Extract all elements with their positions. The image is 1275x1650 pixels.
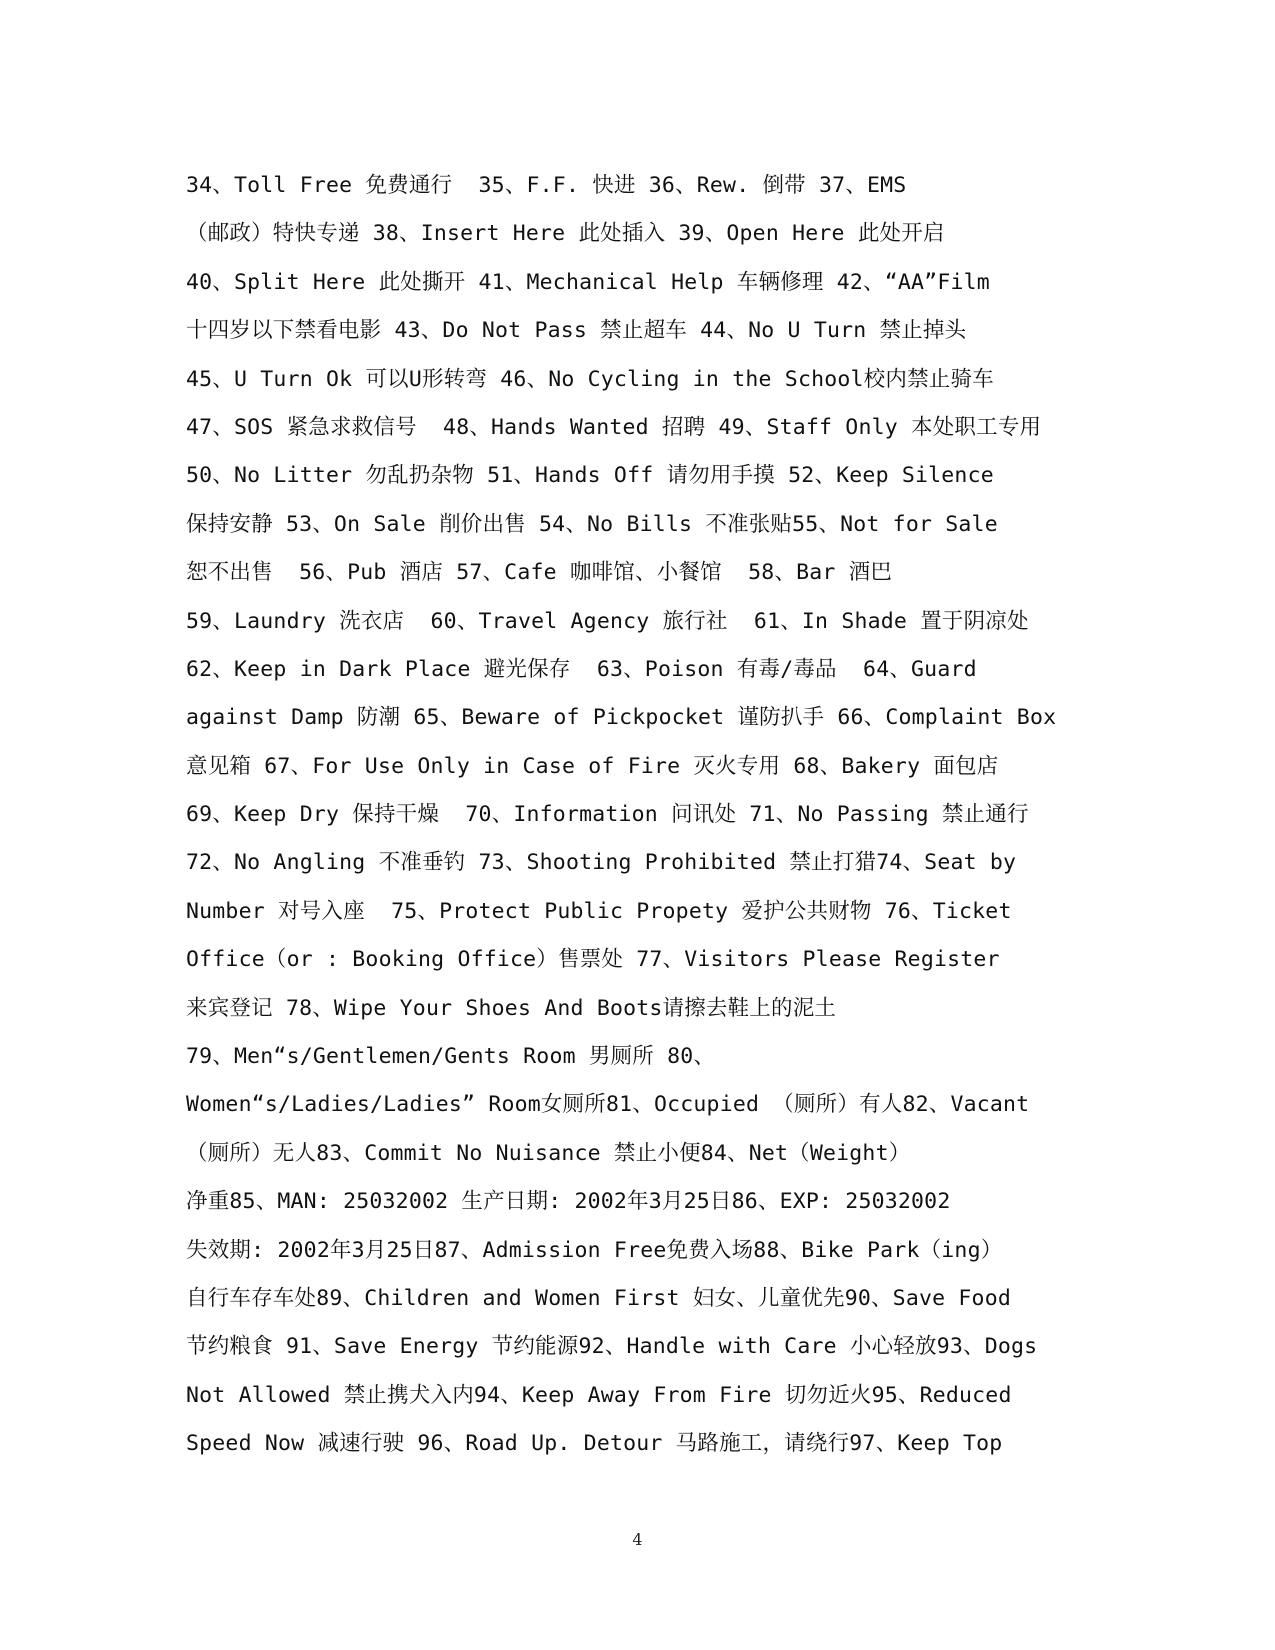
text-line: Number 对号入座 75、Protect Public Propety 爱护公共财物 76、Ticket [186, 898, 1012, 924]
text-line: Speed Now 减速行驶 96、Road Up. Detour 马路施工，请绕行97、Keep Top [186, 1431, 1003, 1457]
text-line: 意见箱 67、For Use Only in Case of Fire 灭火专用 68、Bakery 面包店 [186, 753, 999, 779]
text-line: Office（or : Booking Office）售票处 77、Visitors Please Register [186, 947, 1000, 973]
text-line: 34、Toll Free 免费通行 35、F.F. 快进 36、Rew. 倒带 37、EMS [186, 173, 907, 198]
text-line: 79、Men“s/Gentlemen/Gents Room 男厕所 80、 [186, 1044, 716, 1070]
text-line: against Damp 防潮 65、Beware of Pickpocket 谨防扒手 66、Complaint Box [186, 705, 1057, 731]
text-line: 自行车存车处89、Children and Women First 妇女、儿童优先90、Save Food [186, 1285, 1011, 1311]
text-line: 62、Keep in Dark Place 避光保存 63、Poison 有毒/毒品 64、Guard [186, 656, 977, 682]
text-line: 十四岁以下禁看电影 43、Do Not Pass 禁止超车 44、No U Turn 禁止掉头 [186, 318, 967, 344]
text-line: Women“s/Ladies/Ladies” Room女厕所81、Occupied （厕所）有人82、Vacant [186, 1092, 1030, 1118]
text-line: Not Allowed 禁止携犬入内94、Keep Away From Fire 切勿近火95、Reduced [186, 1382, 1012, 1408]
text-line: 45、U Turn Ok 可以U形转弯 46、No Cycling in the School校内禁止骑车 [186, 366, 994, 392]
text-line: 保持安静 53、On Sale 削价出售 54、No Bills 不准张贴55、Not for Sale [186, 511, 998, 537]
text-line: 来宾登记 78、Wipe Your Shoes And Boots请擦去鞋上的泥土 [186, 995, 837, 1021]
text-line: （邮政）特快专递 38、Insert Here 此处插入 39、Open Here 此处开启 [186, 221, 945, 247]
text-line: 59、Laundry 洗衣店 60、Travel Agency 旅行社 61、In Shade 置于阴凉处 [186, 608, 1029, 634]
text-line: 40、Split Here 此处撕开 41、Mechanical Help 车辆修理 42、“AA”Film [186, 269, 990, 295]
text-line: （厕所）无人83、Commit No Nuisance 禁止小便84、Net（Weight） [186, 1140, 911, 1166]
text-line: 节约粮食 91、Save Energy 节约能源92、Handle with Care 小心轻放93、Dogs [186, 1334, 1038, 1360]
text-line: 47、SOS 紧急求救信号 48、Hands Wanted 招聘 49、Staff Only 本处职工专用 [186, 414, 1042, 440]
body-text [186, 162, 1086, 1469]
text-line: 50、No Litter 勿乱扔杂物 51、Hands Off 请勿用手摸 52、Keep Silence [186, 463, 994, 489]
text-line: 69、Keep Dry 保持干燥 70、Information 问讯处 71、No Passing 禁止通行 [186, 802, 1029, 828]
page-number: 4 [632, 1530, 643, 1549]
text-line: 72、No Angling 不准垂钓 73、Shooting Prohibited 禁止打猎74、Seat by [186, 850, 1017, 876]
text-line: 恕不出售 56、Pub 酒店 57、Cafe 咖啡馆、小餐馆 58、Bar 酒巴 [186, 560, 893, 586]
text-line: 失效期: 2002年3月25日87、Admission Free免费入场88、Bike Park（ing） [186, 1237, 1003, 1263]
text-line: 净重85、MAN: 25032002 生产日期: 2002年3月25日86、EXP: 25032002 [186, 1189, 951, 1215]
